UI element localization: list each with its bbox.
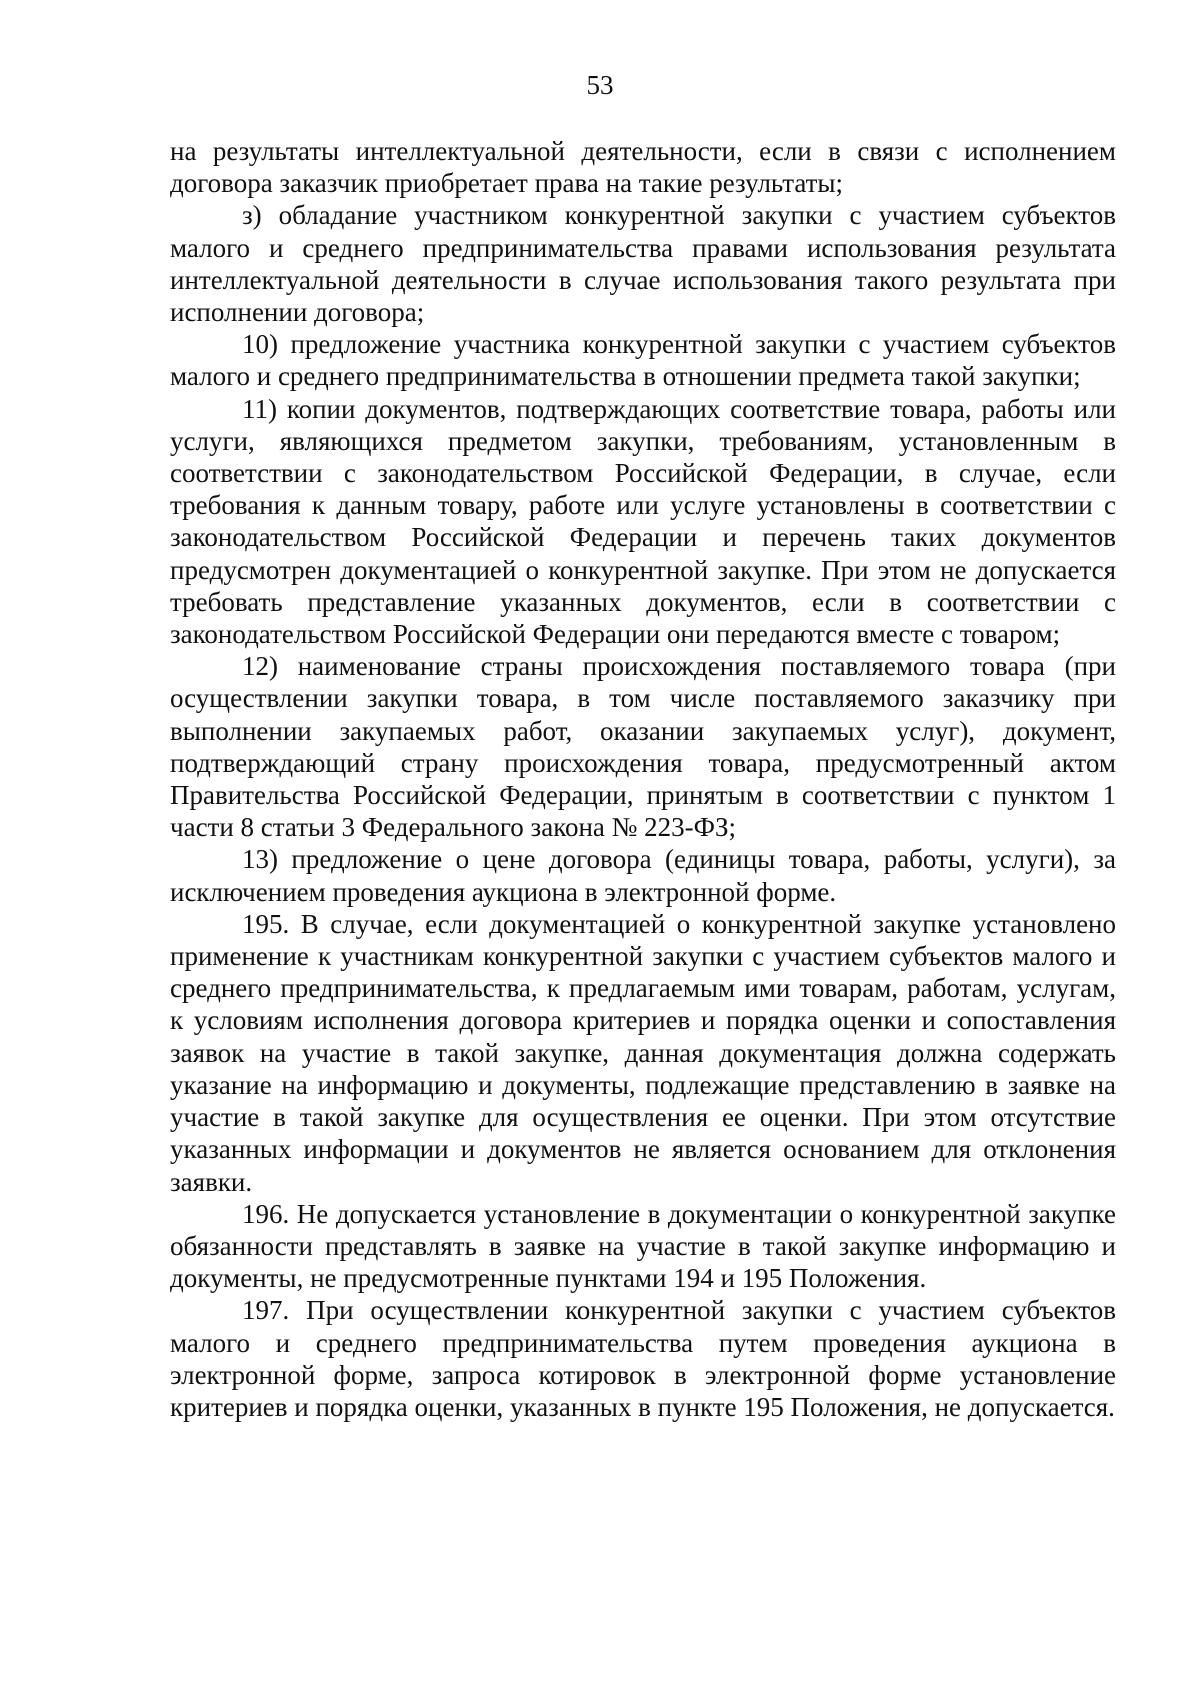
paragraph-continuation: на результаты интеллектуальной деятельности, если в связи с исполнением договора заказчик приобретает права на такие результаты;: [170, 136, 1116, 199]
paragraph-item-10: 10) предложение участника конкурентной закупки с участием субъектов малого и среднего предпринимательства в отношении предмета такой закупки;: [170, 329, 1116, 392]
document-body: [170, 135, 1116, 1423]
paragraph-item-12: 12) наименование страны происхождения поставляемого товара (при осуществлении закупки товара, в том числе поставляемого заказчику при выполнении закупаемых работ, оказании закупаемых услуг), документ, подтверждающий страну происхождения товара, предусмотренный актом Правительства Российской Федерации, принятым в соответствии с пунктом 1 части 8 статьи 3 Федерального закона № 223-ФЗ;: [170, 651, 1116, 843]
paragraph-item-11: 11) копии документов, подтверждающих соответствие товара, работы или услуги, являющихся предметом закупки, требованиям, установленным в соответствии с законодательством Российской Федерации, в случае, если требования к данным товару, работе или услуге установлены в соответствии с законодательством Российской Федерации и перечень таких документов предусмотрен документацией о конкурентной закупке. При этом не допускается требовать представление указанных документов, если в соответствии с законодательством Российской Федерации они передаются вместе с товаром;: [170, 393, 1116, 650]
paragraph-clause-197: 197. При осуществлении конкурентной закупки с участием субъектов малого и среднего предпринимательства путем проведения аукциона в электронной форме, запроса котировок в электронной форме установление критериев и порядка оценки, указанных в пункте 195 Положения, не допускается.: [170, 1295, 1116, 1422]
paragraph-clause-196: 196. Не допускается установление в документации о конкурентной закупке обязанности представлять в заявке на участие в такой закупке информацию и документы, не предусмотренные пунктами 194 и 195 Положения.: [170, 1198, 1116, 1294]
paragraph-item-13: 13) предложение о цене договора (единицы товара, работы, услуги), за исключением проведения аукциона в электронной форме.: [170, 844, 1116, 907]
page-number: 53: [586, 70, 614, 100]
paragraph-item-z: з) обладание участником конкурентной закупки с участием субъектов малого и среднего предпринимательства правами использования результата интеллектуальной деятельности в случае использования такого результата при исполнении договора;: [170, 200, 1116, 328]
paragraph-clause-195: 195. В случае, если документацией о конкурентной закупке установлено применение к участникам конкурентной закупки с участием субъектов малого и среднего предпринимательства, к предлагаемым ими товарам, работам, услугам, к условиям исполнения договора критериев и порядка оценки и сопоставления заявок на участие в такой закупке, данная документация должна содержать указание на информацию и документы, подлежащие представлению в заявке на участие в такой закупке для осуществления ее оценки. При этом отсутствие указанных информации и документов не является основанием для отклонения заявки.: [170, 908, 1116, 1197]
